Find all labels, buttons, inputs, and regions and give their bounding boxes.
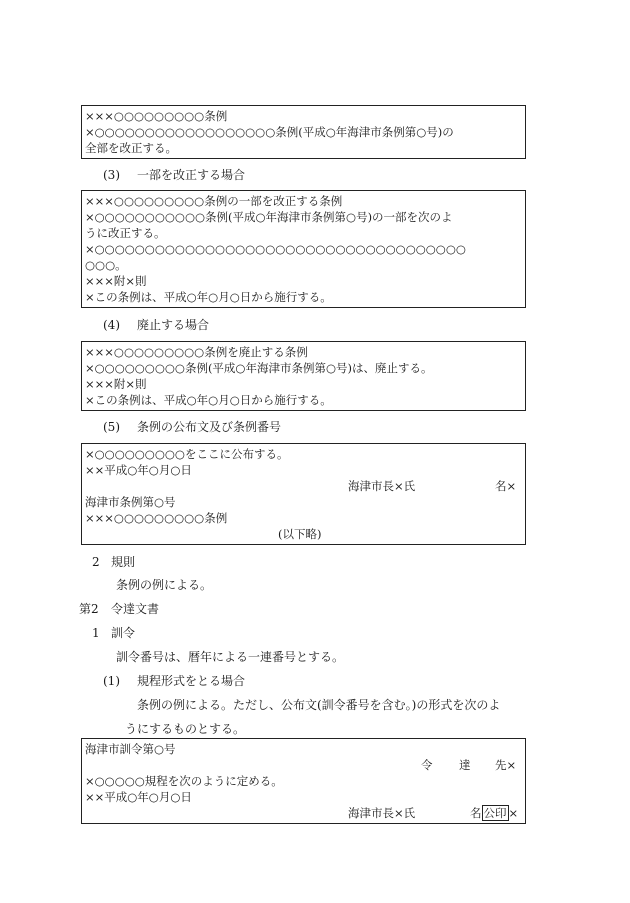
box-line: ××平成○年○月○日 xyxy=(85,463,192,477)
item-1-number: 1 xyxy=(92,626,100,640)
item-2-number: 2 xyxy=(92,555,100,569)
box-line: ×○○○○○○○○○条例(平成○年海津市条例第○号)は、廃止する。 xyxy=(85,361,433,375)
box-line: ×××附×則 xyxy=(85,377,147,391)
section-3-title: 一部を改正する場合 xyxy=(137,168,246,182)
box-line: ×××○○○○○○○○○条例 xyxy=(85,109,228,123)
box-line: ×○○○○○○○○○○○○○○○○○○○○○○○○○○○○○○○○○○○○○ xyxy=(85,242,466,256)
box-line: ×この条例は、平成○年○月○日から施行する。 xyxy=(85,393,332,407)
tail-mark: × xyxy=(508,806,519,820)
item-2-body: 条例の例による。 xyxy=(116,578,213,592)
box-line: ×○○○○○○○○○○○条例(平成○年海津市条例第○号)の一部を次のよ xyxy=(85,210,453,224)
addressee-label-1: 令 xyxy=(421,758,433,772)
name-char: 名 xyxy=(470,806,482,820)
mayor-signature xyxy=(470,805,518,821)
box-line: ×○○○○○規程を次のように定める。 xyxy=(85,774,283,788)
sub-1-title: 規程形式をとる場合 xyxy=(137,674,246,688)
section-4-label: (4) xyxy=(103,318,120,332)
box-line: ×××附×則 xyxy=(85,274,147,288)
box-line: ×××○○○○○○○○○条例を廃止する条例 xyxy=(85,345,308,359)
box-line: 海津市条例第○号 xyxy=(85,495,176,509)
part-2-number: 第2 xyxy=(79,602,99,616)
sub-1-body-line2: うにするものとする。 xyxy=(125,722,246,736)
omitted-note: (以下略) xyxy=(278,527,322,541)
mayor-name: 名× xyxy=(495,479,517,493)
official-seal: 公印 xyxy=(483,806,507,820)
box-line: ○○○。 xyxy=(85,258,127,272)
box-abolition xyxy=(81,341,526,411)
box-line: ×○○○○○○○○○をここに公布する。 xyxy=(85,447,289,461)
box-promulgation xyxy=(81,443,526,545)
section-3-label: (3) xyxy=(103,168,120,182)
box-line: ×××○○○○○○○○○条例 xyxy=(85,511,228,525)
box-line: ××平成○年○月○日 xyxy=(85,790,192,804)
mayor-title: 海津市長×氏 xyxy=(348,479,416,493)
box-line: 全部を改正する。 xyxy=(85,141,177,155)
section-4-title: 廃止する場合 xyxy=(137,318,210,332)
part-2-title: 令達文書 xyxy=(111,602,160,616)
item-1-title: 訓令 xyxy=(111,626,136,640)
section-5-label: (5) xyxy=(103,420,120,434)
box-full-revision xyxy=(81,105,526,159)
box-partial-revision xyxy=(81,190,526,308)
box-line: ×この条例は、平成○年○月○日から施行する。 xyxy=(85,290,332,304)
box-line: ×××○○○○○○○○○条例の一部を改正する条例 xyxy=(85,194,343,208)
mayor-title: 海津市長×氏 xyxy=(348,806,416,820)
box-line: 海津市訓令第○号 xyxy=(85,742,176,756)
item-2-title: 規則 xyxy=(111,555,136,569)
box-line: うに改正する。 xyxy=(85,226,166,240)
box-line: ×○○○○○○○○○○○○○○○○○○条例(平成○年海津市条例第○号)の xyxy=(85,125,454,139)
addressee-label-3: 先× xyxy=(495,758,517,772)
section-5-title: 条例の公布文及び条例番号 xyxy=(137,420,282,434)
box-instruction-form xyxy=(81,738,526,824)
sub-1-body-line1: 条例の例による。ただし、公布文(訓令番号を含む。)の形式を次のよ xyxy=(137,698,501,712)
item-1-body: 訓令番号は、暦年による一連番号とする。 xyxy=(116,650,345,664)
addressee-label-2: 達 xyxy=(459,758,471,772)
sub-1-label: (1) xyxy=(103,674,120,688)
